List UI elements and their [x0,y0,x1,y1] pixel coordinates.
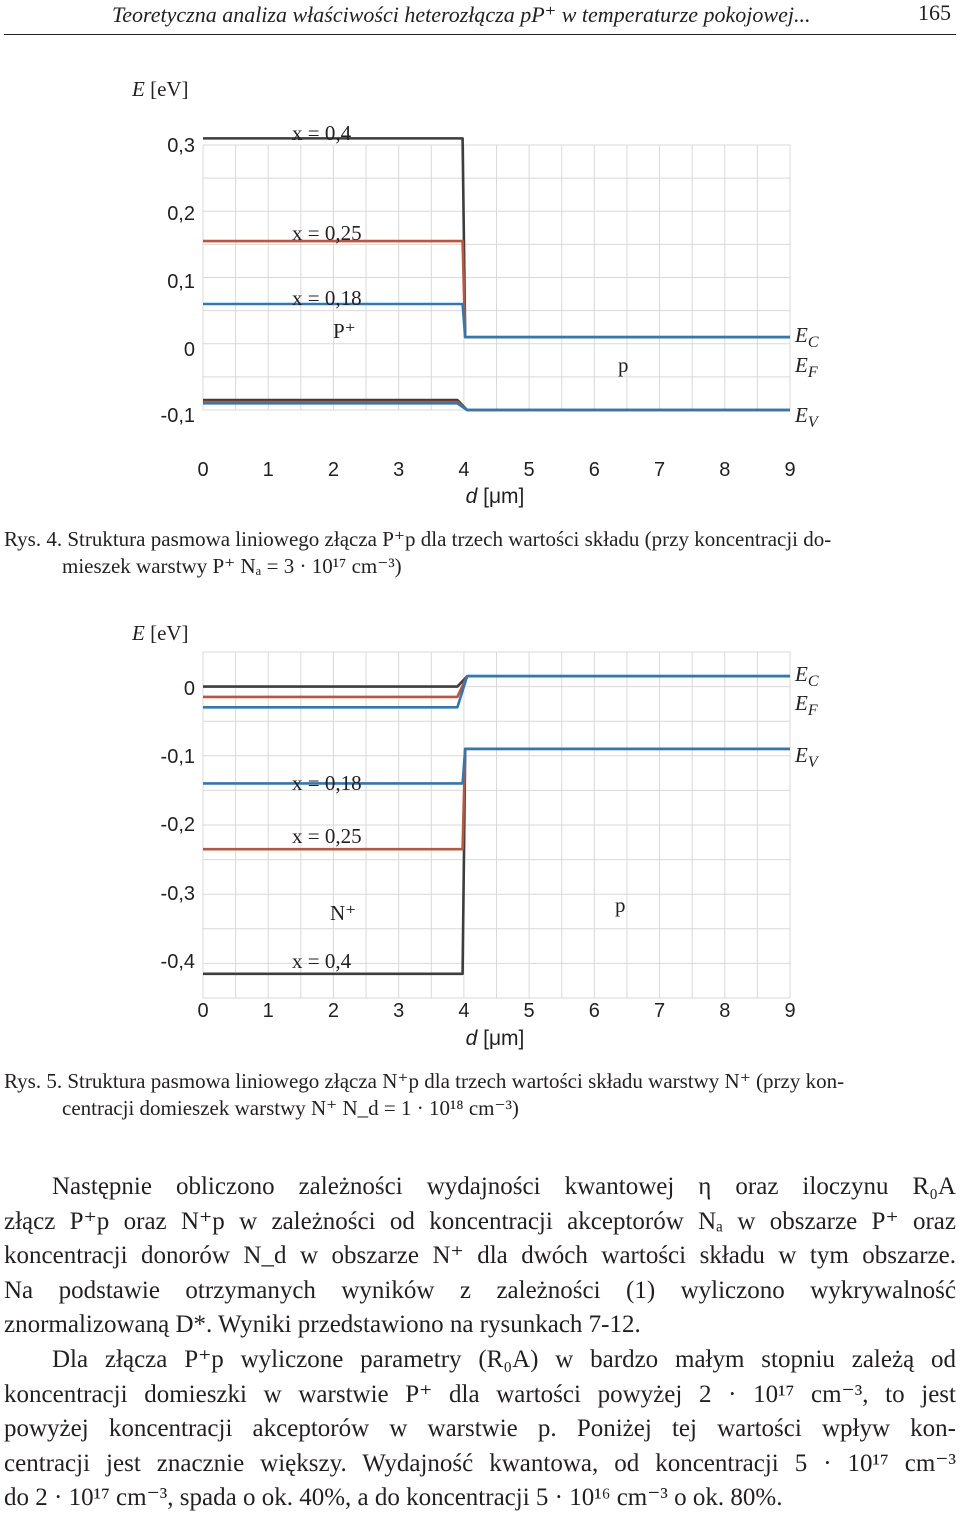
x-tick-label: 5 [523,1000,535,1022]
y-tick-label: 0,1 [167,271,195,293]
x-tick-label: 0 [197,1000,209,1022]
region-label: p [615,893,626,917]
figure-5-caption-line-1: Rys. 5. Struktura pasmowa liniowego złącza N⁺p dla trzech wartości składu warstwy N⁺ (przy kon- [4,1069,845,1093]
series-label: x = 0,4 [292,949,352,973]
paragraph-2-line-3: powyżej koncentracji akceptorów w warstwie p. Poniżej tej wartości wpływ kon- [4,1415,956,1443]
paragraph-1-line-3: koncentracji donorów N_d w obszarze N⁺ dla dwóch wartości składu w tym obszarze. [4,1242,956,1270]
paragraph-1-line-2: złącz P⁺p oraz N⁺p w zależności od koncentracji akceptorów Nₐ w obszarze P⁺ oraz [4,1207,956,1235]
x-tick-label: 4 [458,1000,470,1022]
paragraph-2-line-1: Dla złącza P⁺p wyliczone parametry (R₀A) w bardzo małym stopniu zależą od [52,1345,956,1373]
x-tick-label: 0 [197,459,209,481]
paragraph-1-line-5: znormalizowaną D*. Wyniki przedstawiono na rysunkach 7-12. [4,1311,641,1339]
x-tick-label: 3 [393,459,405,481]
paragraph-1-line-1: Następnie obliczono zależności wydajności kwantowej η oraz iloczynu R₀A [52,1173,956,1200]
x-tick-label: 3 [393,1000,405,1022]
x-axis-label: d [μm] [465,485,525,508]
y-tick-label: -0,4 [160,951,195,973]
y-tick-label: 0 [183,339,195,361]
x-axis-label: d [μm] [465,1027,525,1050]
band-label: $E_C$ [795,662,819,690]
x-tick-label: 1 [262,459,274,481]
x-tick-label: 7 [653,459,666,481]
band-label: $E_F$ [795,353,818,381]
y-tick-label: -0,2 [160,814,195,836]
paragraph-2-line-4: centracji jest znacznie większy. Wydajność kwantowa, od koncentracji 5 · 10¹⁷ cm⁻³ [4,1449,956,1477]
paragraph-1-line-4: Na podstawie otrzymanych wyników z zależności (1) wyliczono wykrywalność [4,1276,956,1304]
x-tick-label: 9 [784,459,796,481]
x-tick-label: 5 [523,459,535,481]
page-number: 165 [918,0,951,25]
x-tick-label: 1 [262,1000,274,1022]
paragraph-2-line-2: koncentracji domieszki w warstwie P⁺ dla wartości powyżej 2 · 10¹⁷ cm⁻³, to jest [4,1380,956,1408]
x-tick-label: 6 [588,1000,600,1022]
figure-5-caption [4,1068,956,1122]
region-label: p [618,353,629,377]
band-label: $E_V$ [795,403,818,431]
x-tick-label: 6 [588,459,600,481]
x-tick-label: 7 [653,1000,666,1022]
y-axis-label: E [eV] [132,77,189,101]
x-tick-label: 2 [327,1000,340,1022]
figure-4-caption-line-1: Rys. 4. Struktura pasmowa liniowego złącza P⁺p dla trzech wartości składu (przy koncentracji do- [4,527,832,551]
series-label: x = 0,18 [292,771,362,795]
series-label: x = 0,4 [292,121,352,145]
y-axis-label: E [eV] [132,621,189,645]
x-tick-label: 8 [719,459,731,481]
band-label: $E_C$ [795,323,819,351]
series-label: x = 0,18 [292,286,362,310]
y-tick-label: -0,1 [160,746,195,768]
x-tick-label: 4 [458,459,470,481]
y-tick-label: 0,2 [167,203,195,225]
y-tick-label: -0,3 [160,883,195,905]
band-label: $E_F$ [795,691,818,719]
figure-5-caption-line-2: centracji domieszek warstwy N⁺ N_d = 1 · 10¹⁸ cm⁻³) [62,1096,519,1120]
x-tick-label: 9 [784,1000,796,1022]
body-text [4,1170,956,1516]
paragraph-2-line-5: do 2 · 10¹⁷ cm⁻³, spada o ok. 40%, a do koncentracji 5 · 10¹⁶ cm⁻³ o ok. 80%. [4,1484,783,1512]
series-label: x = 0,25 [292,221,362,245]
x-tick-label: 2 [327,459,340,481]
figure-4-caption-line-2: mieszek warstwy P⁺ Nₐ = 3 · 10¹⁷ cm⁻³) [62,554,402,578]
running-title: Teoretyczna analiza właściwości heterozłącza pP⁺ w temperaturze pokojowej... [112,2,811,27]
y-tick-label: -0,1 [160,405,195,427]
y-tick-label: 0 [183,678,195,700]
region-label: N⁺ [330,901,357,925]
band-label: $E_V$ [795,743,818,771]
y-tick-label: 0,3 [167,135,195,157]
x-tick-label: 8 [719,1000,731,1022]
region-label: P⁺ [333,319,356,343]
series-label: x = 0,25 [292,824,362,848]
